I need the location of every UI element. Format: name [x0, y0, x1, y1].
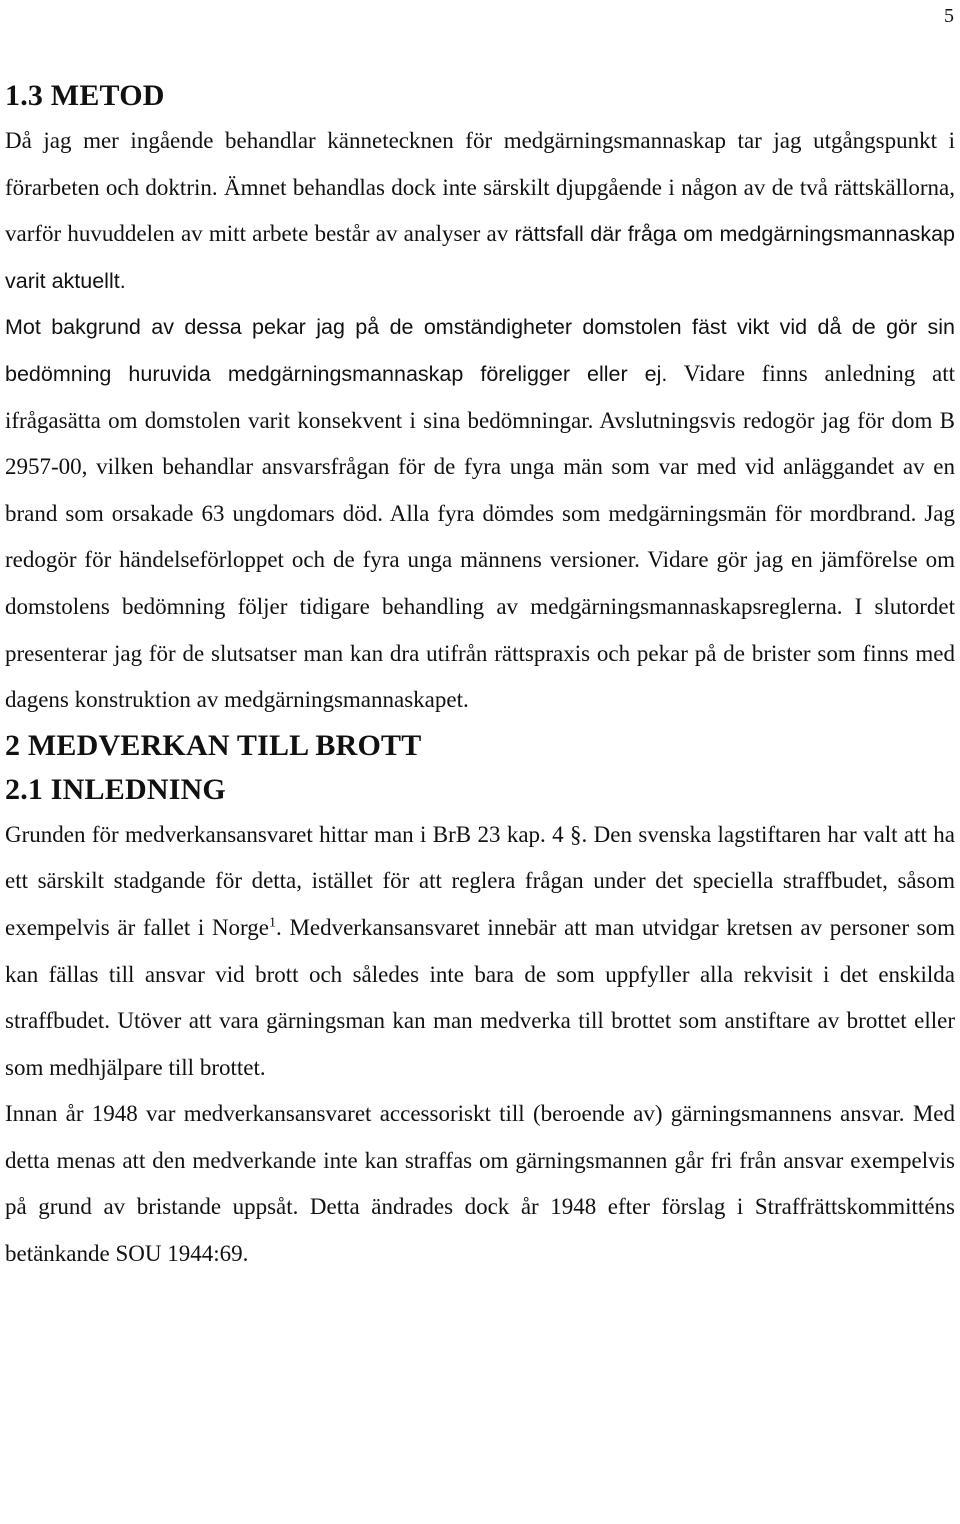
- section-heading-metod: 1.3 METOD: [5, 79, 165, 112]
- paragraph-metod-1-serif: Då jag mer ingående behandlar kännetecknen för medgärningsmannaskap tar jag utgångspunkt i förarbeten och doktrin. Ämnet behandlas dock inte särskilt djupgående i någon av de två rättskällorna, varför huvuddelen av mitt arbete består av analyser av: [5, 128, 955, 247]
- page-number: 5: [944, 5, 954, 27]
- paragraph-inledning-1-part-b: . Medverkansansvaret innebär att man utvidgar kretsen av personer som kan fällas till ansvar vid brott och således inte bara de som uppfyller alla rekvisit i det enskilda straffbudet. Utöver att vara gärningsman kan man medverka till brottet som anstiftare av brottet eller som medhjälpare till brottet.: [5, 914, 955, 1080]
- paragraph-inledning-2: Innan år 1948 var medverkansansvaret accessoriskt till (beroende av) gärningsmannens ansvar. Med detta menas att den medverkande inte kan straffas om gärningsmannen går fri från ansvar exempelvis på grund av bristande uppsåt. Detta ändrades dock år 1948 efter förslag i Straffrättskommitténs betänkande SOU 1944:69.: [5, 1101, 955, 1267]
- paragraph-metod-2: [5, 304, 955, 723]
- paragraph-metod-2-serif: Vidare finns anledning att ifrågasätta om domstolen varit konsekvent i sina bedömningar. Avslutningsvis redogör jag för dom B 2957-00, vilken behandlar ansvarsfrågan för de fyra unga män som var med vid anläggandet av en brand som orsakade 63 ungdomars död. Alla fyra dömdes som medgärningsmän för mordbrand. Jag redogör för händelseförloppet och de fyra unga männens versioner. Vidare gör jag en jämförelse om domstolens bedömning följer tidigare behandling av medgärningsmannaskapsreglerna. I slutordet presenterar jag för de slutsatser man kan dra utifrån rättspraxis och pekar på de brister som finns med dagens konstruktion av medgärningsmannaskapet.: [5, 360, 955, 713]
- paragraph-metod-2-sans: Mot bakgrund av dessa pekar jag på de omständigheter domstolen fäst vikt vid då de gör sin bedömning huruvida medgärningsmannaskap föreligger eller ej.: [5, 315, 955, 386]
- document-body: [5, 74, 955, 1278]
- paragraph-metod-1: [5, 118, 955, 304]
- paragraph-inledning-1: [5, 812, 955, 1092]
- paragraph-metod-1-sans: rättsfall där fråga om medgärningsmannaskap varit aktuellt.: [5, 222, 955, 293]
- footnote-reference[interactable]: 1: [269, 915, 277, 931]
- section-heading-inledning: 2.1 INLEDNING: [5, 772, 226, 806]
- paragraph-inledning-1-part-a: Grunden för medverkansansvaret hittar man i BrB 23 kap. 4 §. Den svenska lagstiftaren har valt att ha ett särskilt stadgande för detta, istället för att reglera frågan under det speciella straffbudet, såsom exempelvis är fallet i Norge: [5, 821, 955, 940]
- section-heading-medverkan: 2 MEDVERKAN TILL BROTT: [5, 728, 422, 762]
